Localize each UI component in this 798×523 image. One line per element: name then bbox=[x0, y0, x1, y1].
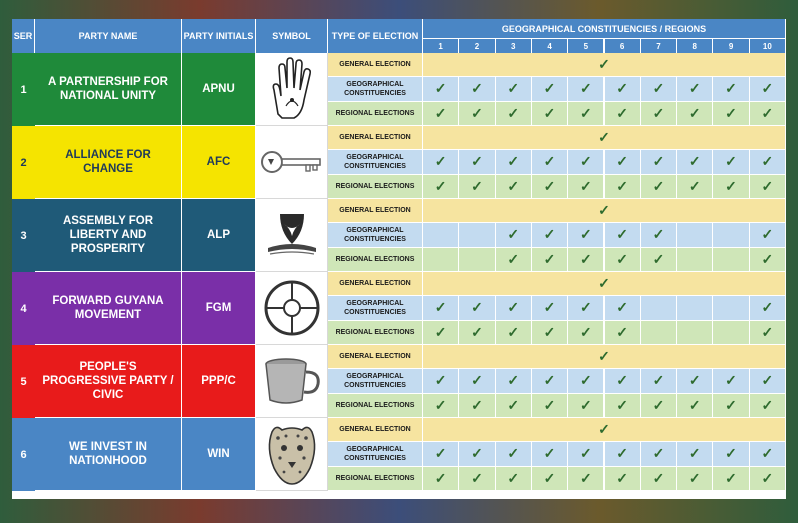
check-mark-icon: ✓ bbox=[471, 153, 483, 170]
regional-elections-row-cell bbox=[641, 175, 677, 199]
check-mark-icon: ✓ bbox=[434, 396, 447, 413]
region-number-header: 4 bbox=[532, 38, 568, 53]
regional-elections-row-cell bbox=[677, 175, 713, 199]
election-type-label: GENERAL ELECTION bbox=[328, 272, 423, 296]
regional-elections-row-cell bbox=[532, 102, 568, 126]
regional-elections-row-cell bbox=[568, 102, 604, 126]
check-mark-icon: ✓ bbox=[761, 299, 774, 316]
check-mark-icon: ✓ bbox=[688, 177, 701, 194]
geographical-constituencies-row-cell bbox=[568, 296, 604, 320]
geographical-constituencies-row-cell bbox=[496, 369, 532, 393]
geographical-constituencies-row-cell bbox=[496, 150, 532, 174]
check-mark-icon: ✓ bbox=[761, 250, 774, 267]
check-mark-icon: ✓ bbox=[616, 177, 629, 194]
party-ser-number: 2 bbox=[12, 126, 35, 199]
regional-elections-row-cell bbox=[750, 102, 786, 126]
regional-elections-row-cell bbox=[496, 467, 532, 491]
check-mark-icon: ✓ bbox=[598, 56, 610, 73]
election-type-label: REGIONAL ELECTIONS bbox=[328, 175, 423, 199]
regional-elections-row-cell bbox=[641, 248, 677, 272]
party-ser-number: 3 bbox=[12, 199, 35, 272]
regional-elections-row-cell bbox=[750, 467, 786, 491]
regional-elections-row-cell bbox=[459, 175, 495, 199]
check-mark-icon: ✓ bbox=[434, 104, 447, 121]
party-initials: ALP bbox=[182, 199, 256, 272]
geographical-constituencies-row-cell bbox=[459, 77, 495, 101]
regional-elections-row-cell bbox=[459, 102, 495, 126]
check-mark-icon: ✓ bbox=[543, 104, 556, 121]
regional-elections-row-cell bbox=[459, 467, 495, 491]
geographical-constituencies-row-cell bbox=[641, 369, 677, 393]
geographical-constituencies-row-cell bbox=[713, 77, 749, 101]
check-mark-icon: ✓ bbox=[761, 153, 774, 170]
election-type-label: REGIONAL ELECTIONS bbox=[328, 321, 423, 345]
general-election-row bbox=[423, 199, 786, 223]
general-election-row bbox=[423, 272, 786, 296]
election-type-label: GEOGRAPHICAL CONSTITUENCIES bbox=[328, 223, 423, 247]
geographical-constituencies-row-cell bbox=[605, 77, 641, 101]
header-party-initials: PARTY INITIALS bbox=[182, 19, 256, 53]
check-mark-icon: ✓ bbox=[616, 226, 629, 243]
party-name: WE INVEST IN NATIONHOOD bbox=[35, 418, 182, 491]
header-type-of-election: TYPE OF ELECTION bbox=[328, 19, 423, 53]
regional-elections-row-cell bbox=[532, 467, 568, 491]
region-number-header: 10 bbox=[750, 38, 786, 53]
check-mark-icon: ✓ bbox=[725, 372, 737, 389]
regional-elections-row-cell bbox=[459, 248, 495, 272]
geographical-constituencies-row-cell bbox=[641, 442, 677, 466]
regional-elections-row-cell bbox=[423, 102, 459, 126]
election-type-label: REGIONAL ELECTIONS bbox=[328, 394, 423, 418]
check-mark-icon: ✓ bbox=[471, 323, 483, 340]
check-mark-icon: ✓ bbox=[652, 396, 665, 413]
regional-elections-row-cell bbox=[750, 394, 786, 418]
check-mark-icon: ✓ bbox=[471, 445, 483, 462]
check-mark-icon: ✓ bbox=[761, 226, 774, 243]
regional-elections-row-cell bbox=[713, 394, 749, 418]
check-mark-icon: ✓ bbox=[725, 469, 737, 486]
general-election-row bbox=[423, 345, 786, 369]
regional-elections-row-cell bbox=[532, 248, 568, 272]
check-mark-icon: ✓ bbox=[616, 323, 629, 340]
geographical-constituencies-row-cell bbox=[532, 223, 568, 247]
check-mark-icon: ✓ bbox=[725, 396, 737, 413]
geographical-constituencies-row-cell bbox=[677, 150, 713, 174]
geographical-constituencies-row-cell bbox=[677, 442, 713, 466]
regional-elections-row-cell bbox=[605, 321, 641, 345]
check-mark-icon: ✓ bbox=[725, 104, 737, 121]
election-type-label: GEOGRAPHICAL CONSTITUENCIES bbox=[328, 77, 423, 101]
check-mark-icon: ✓ bbox=[616, 153, 629, 170]
region-number-header: 9 bbox=[713, 38, 749, 53]
check-mark-icon: ✓ bbox=[579, 104, 592, 121]
regional-elections-row-cell bbox=[677, 394, 713, 418]
check-mark-icon: ✓ bbox=[579, 299, 592, 316]
election-type-label: GEOGRAPHICAL CONSTITUENCIES bbox=[328, 296, 423, 320]
geographical-constituencies-row-cell bbox=[496, 223, 532, 247]
geographical-constituencies-row-cell bbox=[677, 223, 713, 247]
party-initials: PPP/C bbox=[182, 345, 256, 418]
regional-elections-row-cell bbox=[423, 175, 459, 199]
check-mark-icon: ✓ bbox=[652, 80, 665, 97]
geographical-constituencies-row-cell bbox=[568, 369, 604, 393]
geographical-constituencies-row-cell bbox=[677, 296, 713, 320]
election-type-label: REGIONAL ELECTIONS bbox=[328, 248, 423, 272]
election-type-label: GEOGRAPHICAL CONSTITUENCIES bbox=[328, 150, 423, 174]
check-mark-icon: ✓ bbox=[652, 153, 665, 170]
check-mark-icon: ✓ bbox=[434, 153, 447, 170]
regional-elections-row-cell bbox=[605, 102, 641, 126]
geographical-constituencies-row-cell bbox=[568, 77, 604, 101]
regional-elections-row-cell bbox=[605, 394, 641, 418]
check-mark-icon: ✓ bbox=[579, 445, 592, 462]
check-mark-icon: ✓ bbox=[507, 445, 520, 462]
check-mark-icon: ✓ bbox=[543, 250, 556, 267]
election-type-label: GENERAL ELECTION bbox=[328, 199, 423, 223]
geographical-constituencies-row-cell bbox=[532, 369, 568, 393]
geographical-constituencies-row-cell bbox=[496, 77, 532, 101]
general-election-row bbox=[423, 126, 786, 150]
check-mark-icon: ✓ bbox=[616, 396, 629, 413]
check-mark-icon: ✓ bbox=[543, 323, 556, 340]
regional-elections-row-cell bbox=[677, 467, 713, 491]
geographical-constituencies-row-cell bbox=[496, 296, 532, 320]
check-mark-icon: ✓ bbox=[507, 177, 520, 194]
check-mark-icon: ✓ bbox=[652, 177, 665, 194]
geographical-constituencies-row-cell bbox=[423, 369, 459, 393]
geographical-constituencies-row-cell bbox=[459, 150, 495, 174]
check-mark-icon: ✓ bbox=[543, 299, 556, 316]
check-mark-icon: ✓ bbox=[616, 80, 629, 97]
regional-elections-row-cell bbox=[496, 248, 532, 272]
check-mark-icon: ✓ bbox=[579, 250, 592, 267]
regional-elections-row-cell bbox=[750, 248, 786, 272]
check-mark-icon: ✓ bbox=[761, 80, 774, 97]
regional-elections-row-cell bbox=[641, 321, 677, 345]
check-mark-icon: ✓ bbox=[688, 104, 701, 121]
check-mark-icon: ✓ bbox=[616, 445, 629, 462]
check-mark-icon: ✓ bbox=[471, 177, 483, 194]
geographical-constituencies-row-cell bbox=[713, 223, 749, 247]
geographical-constituencies-row-cell bbox=[750, 150, 786, 174]
regional-elections-row-cell bbox=[605, 467, 641, 491]
election-type-label: GENERAL ELECTION bbox=[328, 53, 423, 77]
region-number-header: 1 bbox=[423, 38, 459, 53]
regional-elections-row-cell bbox=[713, 248, 749, 272]
geographical-constituencies-row-cell bbox=[750, 223, 786, 247]
regional-elections-row-cell bbox=[677, 102, 713, 126]
regional-elections-row-cell bbox=[423, 394, 459, 418]
shield-dove-icon bbox=[256, 199, 328, 272]
geographical-constituencies-row-cell bbox=[423, 77, 459, 101]
regional-elections-row-cell bbox=[568, 394, 604, 418]
check-mark-icon: ✓ bbox=[598, 421, 610, 438]
check-mark-icon: ✓ bbox=[761, 445, 774, 462]
check-mark-icon: ✓ bbox=[761, 469, 774, 486]
check-mark-icon: ✓ bbox=[507, 299, 520, 316]
regional-elections-row-cell bbox=[496, 321, 532, 345]
geographical-constituencies-row-cell bbox=[532, 77, 568, 101]
geographical-constituencies-row-cell bbox=[568, 442, 604, 466]
geographical-constituencies-row-cell bbox=[750, 369, 786, 393]
header-symbol: SYMBOL bbox=[256, 19, 328, 53]
wheel-icon bbox=[256, 272, 328, 345]
region-number-header: 6 bbox=[605, 38, 641, 53]
geographical-constituencies-row-cell bbox=[750, 77, 786, 101]
hand-icon bbox=[256, 53, 328, 126]
check-mark-icon: ✓ bbox=[507, 153, 520, 170]
geographical-constituencies-row-cell bbox=[641, 150, 677, 174]
geographical-constituencies-row-cell bbox=[423, 223, 459, 247]
check-mark-icon: ✓ bbox=[507, 80, 520, 97]
general-election-row bbox=[423, 418, 786, 442]
geographical-constituencies-row-cell bbox=[713, 296, 749, 320]
geographical-constituencies-row-cell bbox=[423, 296, 459, 320]
check-mark-icon: ✓ bbox=[579, 396, 592, 413]
jaguar-icon bbox=[256, 418, 328, 491]
check-mark-icon: ✓ bbox=[598, 348, 610, 365]
geographical-constituencies-row-cell bbox=[750, 296, 786, 320]
check-mark-icon: ✓ bbox=[543, 469, 556, 486]
check-mark-icon: ✓ bbox=[598, 275, 610, 292]
geographical-constituencies-row-cell bbox=[423, 442, 459, 466]
regional-elections-row-cell bbox=[423, 321, 459, 345]
check-mark-icon: ✓ bbox=[688, 469, 701, 486]
check-mark-icon: ✓ bbox=[688, 445, 701, 462]
check-mark-icon: ✓ bbox=[434, 299, 447, 316]
check-mark-icon: ✓ bbox=[543, 153, 556, 170]
regional-elections-row-cell bbox=[750, 321, 786, 345]
regional-elections-row-cell bbox=[713, 321, 749, 345]
cup-icon bbox=[256, 345, 328, 418]
region-number-header: 8 bbox=[677, 38, 713, 53]
geographical-constituencies-row-cell bbox=[532, 150, 568, 174]
geographical-constituencies-row-cell bbox=[459, 369, 495, 393]
check-mark-icon: ✓ bbox=[471, 299, 483, 316]
regional-elections-row-cell bbox=[568, 175, 604, 199]
header-ser: SER bbox=[12, 19, 35, 53]
check-mark-icon: ✓ bbox=[652, 226, 665, 243]
regional-elections-row-cell bbox=[423, 467, 459, 491]
party-initials: AFC bbox=[182, 126, 256, 199]
geographical-constituencies-row-cell bbox=[605, 296, 641, 320]
check-mark-icon: ✓ bbox=[652, 250, 665, 267]
regional-elections-row-cell bbox=[605, 248, 641, 272]
regional-elections-row-cell bbox=[713, 102, 749, 126]
check-mark-icon: ✓ bbox=[471, 396, 483, 413]
election-type-label: GEOGRAPHICAL CONSTITUENCIES bbox=[328, 442, 423, 466]
check-mark-icon: ✓ bbox=[434, 323, 447, 340]
check-mark-icon: ✓ bbox=[434, 372, 447, 389]
regional-elections-row-cell bbox=[496, 394, 532, 418]
regional-elections-row-cell bbox=[641, 394, 677, 418]
election-type-label: GEOGRAPHICAL CONSTITUENCIES bbox=[328, 369, 423, 393]
check-mark-icon: ✓ bbox=[579, 226, 592, 243]
check-mark-icon: ✓ bbox=[543, 177, 556, 194]
check-mark-icon: ✓ bbox=[543, 80, 556, 97]
header-regions-title: GEOGRAPHICAL CONSTITUENCIES / REGIONS bbox=[423, 19, 786, 38]
check-mark-icon: ✓ bbox=[616, 372, 629, 389]
region-number-header: 7 bbox=[641, 38, 677, 53]
election-type-label: GENERAL ELECTION bbox=[328, 126, 423, 150]
check-mark-icon: ✓ bbox=[507, 226, 520, 243]
geographical-constituencies-row-cell bbox=[459, 442, 495, 466]
check-mark-icon: ✓ bbox=[761, 396, 774, 413]
party-name: ASSEMBLY FOR LIBERTY AND PROSPERITY bbox=[35, 199, 182, 272]
check-mark-icon: ✓ bbox=[725, 80, 737, 97]
geographical-constituencies-row-cell bbox=[677, 77, 713, 101]
geographical-constituencies-row-cell bbox=[677, 369, 713, 393]
check-mark-icon: ✓ bbox=[434, 469, 447, 486]
regional-elections-row-cell bbox=[532, 394, 568, 418]
party-name: PEOPLE'S PROGRESSIVE PARTY / CIVIC bbox=[35, 345, 182, 418]
geographical-constituencies-row-cell bbox=[459, 296, 495, 320]
election-type-label: GENERAL ELECTION bbox=[328, 418, 423, 442]
election-type-label: REGIONAL ELECTIONS bbox=[328, 102, 423, 126]
check-mark-icon: ✓ bbox=[507, 323, 520, 340]
regional-elections-row-cell bbox=[496, 102, 532, 126]
regional-elections-row-cell bbox=[532, 321, 568, 345]
party-ser-number: 4 bbox=[12, 272, 35, 345]
geographical-constituencies-row-cell bbox=[750, 442, 786, 466]
check-mark-icon: ✓ bbox=[579, 372, 592, 389]
check-mark-icon: ✓ bbox=[688, 396, 701, 413]
check-mark-icon: ✓ bbox=[652, 372, 665, 389]
check-mark-icon: ✓ bbox=[725, 445, 737, 462]
geographical-constituencies-row-cell bbox=[605, 223, 641, 247]
geographical-constituencies-row-cell bbox=[532, 442, 568, 466]
regional-elections-row-cell bbox=[713, 467, 749, 491]
party-name: ALLIANCE FOR CHANGE bbox=[35, 126, 182, 199]
general-election-row bbox=[423, 53, 786, 77]
check-mark-icon: ✓ bbox=[688, 80, 701, 97]
regional-elections-row-cell bbox=[459, 394, 495, 418]
check-mark-icon: ✓ bbox=[598, 202, 610, 219]
geographical-constituencies-row-cell bbox=[605, 442, 641, 466]
regional-elections-row-cell bbox=[568, 248, 604, 272]
check-mark-icon: ✓ bbox=[434, 177, 447, 194]
party-initials: FGM bbox=[182, 272, 256, 345]
check-mark-icon: ✓ bbox=[471, 372, 483, 389]
party-ser-number: 6 bbox=[12, 418, 35, 491]
check-mark-icon: ✓ bbox=[507, 104, 520, 121]
check-mark-icon: ✓ bbox=[652, 445, 665, 462]
party-contest-table bbox=[12, 19, 786, 499]
regional-elections-row-cell bbox=[532, 175, 568, 199]
check-mark-icon: ✓ bbox=[761, 323, 774, 340]
geographical-constituencies-row-cell bbox=[713, 442, 749, 466]
regional-elections-row-cell bbox=[605, 175, 641, 199]
geographical-constituencies-row-cell bbox=[641, 77, 677, 101]
check-mark-icon: ✓ bbox=[579, 323, 592, 340]
check-mark-icon: ✓ bbox=[725, 153, 737, 170]
regional-elections-row-cell bbox=[750, 175, 786, 199]
geographical-constituencies-row-cell bbox=[532, 296, 568, 320]
geographical-constituencies-row-cell bbox=[605, 150, 641, 174]
check-mark-icon: ✓ bbox=[688, 153, 701, 170]
check-mark-icon: ✓ bbox=[543, 396, 556, 413]
geographical-constituencies-row-cell bbox=[713, 150, 749, 174]
geographical-constituencies-row-cell bbox=[459, 223, 495, 247]
election-type-label: REGIONAL ELECTIONS bbox=[328, 467, 423, 491]
check-mark-icon: ✓ bbox=[616, 250, 629, 267]
regional-elections-row-cell bbox=[677, 321, 713, 345]
check-mark-icon: ✓ bbox=[598, 129, 610, 146]
regional-elections-row-cell bbox=[496, 175, 532, 199]
regional-elections-row-cell bbox=[677, 248, 713, 272]
check-mark-icon: ✓ bbox=[725, 177, 737, 194]
check-mark-icon: ✓ bbox=[579, 153, 592, 170]
check-mark-icon: ✓ bbox=[652, 104, 665, 121]
check-mark-icon: ✓ bbox=[761, 372, 774, 389]
check-mark-icon: ✓ bbox=[579, 80, 592, 97]
regional-elections-row-cell bbox=[568, 321, 604, 345]
check-mark-icon: ✓ bbox=[471, 80, 483, 97]
check-mark-icon: ✓ bbox=[507, 250, 520, 267]
region-number-header: 5 bbox=[568, 38, 604, 53]
check-mark-icon: ✓ bbox=[579, 177, 592, 194]
region-number-header: 2 bbox=[459, 38, 495, 53]
check-mark-icon: ✓ bbox=[688, 372, 701, 389]
check-mark-icon: ✓ bbox=[652, 469, 665, 486]
party-name: A PARTNERSHIP FOR NATIONAL UNITY bbox=[35, 53, 182, 126]
check-mark-icon: ✓ bbox=[543, 372, 556, 389]
party-name: FORWARD GUYANA MOVEMENT bbox=[35, 272, 182, 345]
regional-elections-row-cell bbox=[423, 248, 459, 272]
party-initials: WIN bbox=[182, 418, 256, 491]
check-mark-icon: ✓ bbox=[761, 177, 774, 194]
geographical-constituencies-row-cell bbox=[496, 442, 532, 466]
check-mark-icon: ✓ bbox=[434, 80, 447, 97]
geographical-constituencies-row-cell bbox=[641, 223, 677, 247]
regional-elections-row-cell bbox=[641, 102, 677, 126]
geographical-constituencies-row-cell bbox=[713, 369, 749, 393]
geographical-constituencies-row-cell bbox=[641, 296, 677, 320]
regional-elections-row-cell bbox=[568, 467, 604, 491]
party-ser-number: 1 bbox=[12, 53, 35, 126]
geographical-constituencies-row-cell bbox=[568, 223, 604, 247]
check-mark-icon: ✓ bbox=[761, 104, 774, 121]
check-mark-icon: ✓ bbox=[543, 445, 556, 462]
regional-elections-row-cell bbox=[459, 321, 495, 345]
check-mark-icon: ✓ bbox=[616, 299, 629, 316]
regional-elections-row-cell bbox=[713, 175, 749, 199]
regional-elections-row-cell bbox=[641, 467, 677, 491]
geographical-constituencies-row-cell bbox=[423, 150, 459, 174]
check-mark-icon: ✓ bbox=[616, 469, 629, 486]
check-mark-icon: ✓ bbox=[543, 226, 556, 243]
party-initials: APNU bbox=[182, 53, 256, 126]
check-mark-icon: ✓ bbox=[579, 469, 592, 486]
check-mark-icon: ✓ bbox=[507, 396, 520, 413]
check-mark-icon: ✓ bbox=[471, 104, 483, 121]
geographical-constituencies-row-cell bbox=[568, 150, 604, 174]
check-mark-icon: ✓ bbox=[616, 104, 629, 121]
party-ser-number: 5 bbox=[12, 345, 35, 418]
election-type-label: GENERAL ELECTION bbox=[328, 345, 423, 369]
check-mark-icon: ✓ bbox=[434, 445, 447, 462]
key-icon bbox=[256, 126, 328, 199]
check-mark-icon: ✓ bbox=[507, 372, 520, 389]
geographical-constituencies-row-cell bbox=[605, 369, 641, 393]
check-mark-icon: ✓ bbox=[507, 469, 520, 486]
region-number-header: 3 bbox=[496, 38, 532, 53]
check-mark-icon: ✓ bbox=[471, 469, 483, 486]
header-party-name: PARTY NAME bbox=[35, 19, 182, 53]
